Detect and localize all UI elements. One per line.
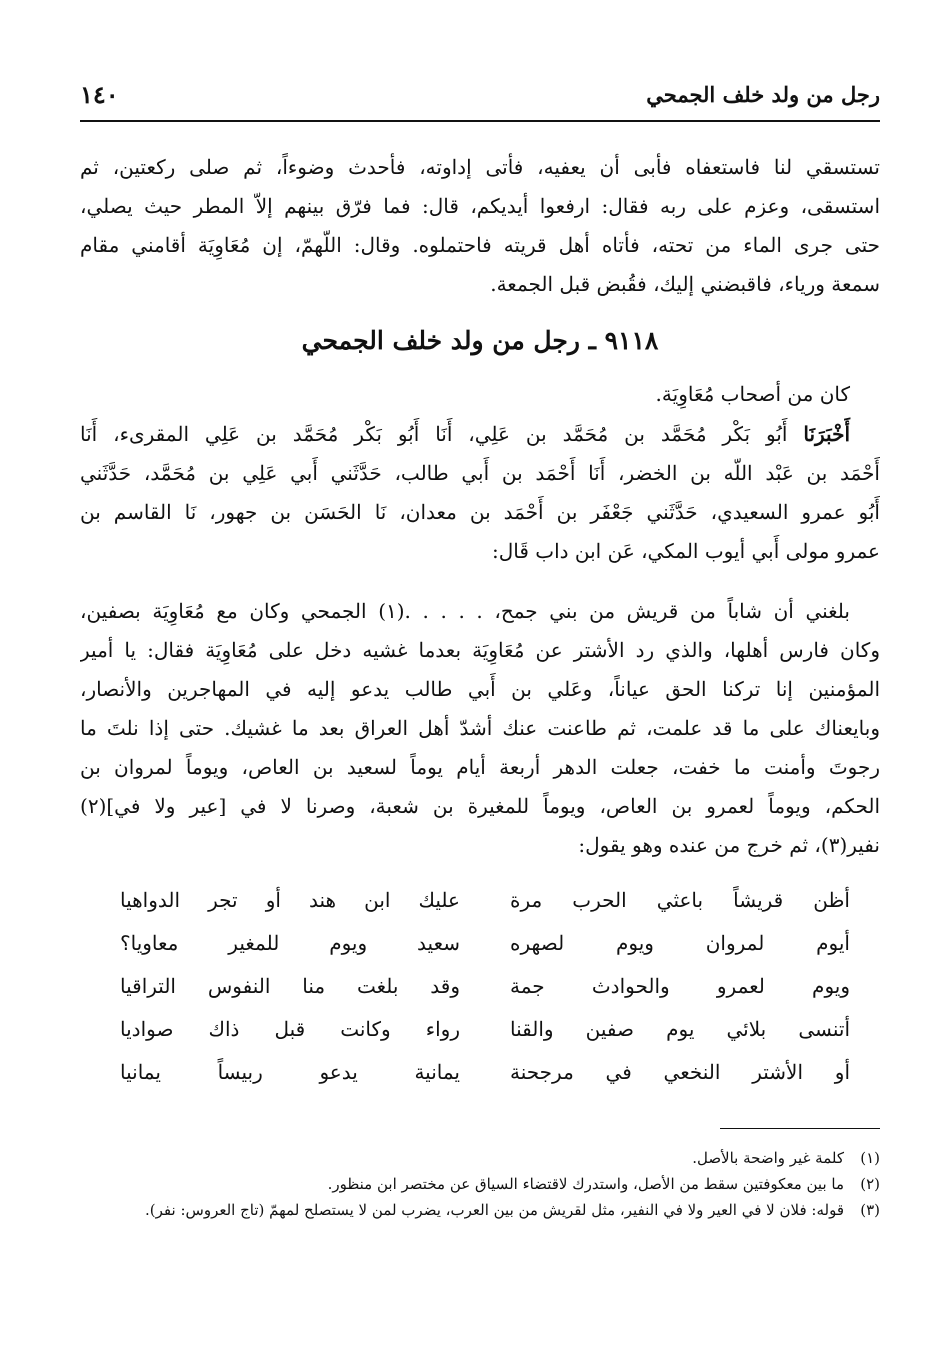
- verse-second-hemistich: وقد بلغت منا النفوس التراقيا: [120, 974, 460, 998]
- text-line: تستسقي لنا فاستعفاه فأبى أن يعفيه، فأتى إداوته، فأحدث وضوءاً، ثم صلى ركعتين، ثم: [80, 155, 880, 179]
- text-line: حتى جرى الماء من تحته، فأتاه أهل قريته فاحتملوه. وقال: اللّهمّ، إن مُعَاوِيَة أقامني مقام: [80, 233, 880, 257]
- isnad-line-text: أَبُو بَكْر مُحَمَّد بن مُحَمَّد بن عَلِي، أَنَا أَبُو بَكْر مُحَمَّد بن عَلِي المقرىء، أَنَا: [80, 422, 788, 446]
- text-line: نفير(٣)، ثم خرج من عنده وهو يقول:: [578, 833, 880, 857]
- poem: [120, 888, 850, 1103]
- entry-kana: [80, 375, 880, 414]
- verse-first-hemistich: ويوم لعمرو والحوادث جمة: [510, 974, 850, 998]
- footnote-divider: [720, 1128, 880, 1129]
- footnote-text: قوله: فلان لا في العير ولا في النفير، مثل لقريش من بين العرب، يضرب لمن لا يستصلح لمهمّ (تاج العروس: نفر).: [145, 1201, 844, 1219]
- entry-title: ٩١١٨ ـ رجل من ولد خلف الجمحي: [301, 326, 659, 355]
- narration-paragraph: [80, 592, 880, 865]
- isnad-paragraph: [80, 415, 880, 571]
- text-line: المؤمنين إنا تركنا الحق عياناً، وعَلي بن أَبي طالب يدعو إليه في المهاجرين والأنصار،: [80, 677, 880, 701]
- footnotes: [80, 1145, 880, 1223]
- text-line: عمرو مولى أَبي أيوب المكي، عَن ابن داب قَال:: [491, 539, 880, 563]
- verse-first-hemistich: أظن قريشاً باعثي الحرب مرة: [510, 888, 850, 912]
- page-header: [80, 70, 880, 120]
- text-line: وبايعناك على ما قد علمت، ثم طاعنت عنك أشدّ أهل العراق بعد ما غشيك. حتى إذا نلتَ ما: [80, 716, 880, 740]
- footnote: [80, 1145, 880, 1171]
- verse-first-hemistich: أيوم لمروان ويوم لصهره: [510, 931, 850, 955]
- text-line: الحكم، ويوماً لعمرو بن العاص، ويوماً للمغيرة بن شعبة، وصرنا لا في [عير ولا في](٢): [80, 794, 880, 818]
- paragraph-continuation: [80, 148, 880, 304]
- footnote-text: ما بين معكوفتين سقط من الأصل، واستدرك لاقتضاء السياق عن مختصر ابن منظور.: [327, 1175, 844, 1193]
- text-line: رجوتَ وأمنت ما خفت، جعلت الدهر أربعة أيام يوماً لسعيد بن العاص، ويوماً لمروان بن: [80, 755, 880, 779]
- poem-verse: [120, 888, 850, 931]
- verse-second-hemistich: عليك ابن هند أو تجر الدواهيا: [120, 888, 460, 912]
- running-title: رجل من ولد خلف الجمحي: [646, 82, 880, 107]
- poem-verse: [120, 1017, 850, 1060]
- verse-second-hemistich: رواء وكانت قبل ذاك صواديا: [120, 1017, 460, 1041]
- text-line: كان من أصحاب مُعَاوِيَة.: [655, 382, 850, 406]
- poem-verse: [120, 1060, 850, 1103]
- footnote-number: (٣): [860, 1201, 880, 1219]
- poem-verse: [120, 931, 850, 974]
- text-line: [80, 415, 880, 454]
- page-number: ١٤٠: [80, 80, 119, 109]
- header-divider: [80, 120, 880, 122]
- verse-second-hemistich: سعيد ويوم للمغير معاويا؟: [120, 931, 460, 955]
- text-line: سمعة ورياء، فاقبضني إليك، فقُبض قبل الجمعة.: [490, 272, 880, 296]
- verse-first-hemistich: أو الأشتر النخعي في مرجحنة: [510, 1060, 850, 1084]
- footnote-text: كلمة غير واضحة بالأصل.: [692, 1149, 844, 1167]
- verse-first-hemistich: أتنسى بلائي يوم صفين والقنا: [510, 1017, 850, 1041]
- footnote: [80, 1171, 880, 1197]
- verse-second-hemistich: يمانية يدعو ربيساً يمانيا: [120, 1060, 460, 1084]
- text-line: أَحْمَد بن عَبْد اللّه بن الخضر، أَنَا أَحْمَد بن أَبي طالب، حَدَّثَني أَبي عَلِي بن مُحَمَّد، حَدَّثَني: [80, 461, 880, 485]
- footnote: [80, 1197, 880, 1223]
- footnote-number: (٢): [860, 1175, 880, 1193]
- isnad-lead: أَخْبَرَنَا: [803, 422, 850, 446]
- text-line: وكان فارس أهلها، والذي رد الأشتر عن مُعَاوِيَة بعدما غشيه دخل على مُعَاوِيَة فقال: يا أمير: [80, 638, 880, 662]
- text-line: بلغني أن شاباً من قريش من بني جمح، . . . . .(١) الجمحي وكان مع مُعَاوِيَة بصفين،: [80, 599, 850, 623]
- footnote-number: (١): [860, 1149, 880, 1167]
- text-line: أَبُو عمرو السعيدي، حَدَّثَني جَعْفَر بن أَحْمَد بن معدان، نَا الحَسَن بن جهور، نَا القاسم بن: [80, 500, 880, 524]
- poem-verse: [120, 974, 850, 1017]
- text-line: استسقى، وعزم على ربه فقال: ارفعوا أيديكم، قال: فما فرّق بينهم إلاّ المطر حيث يصلي،: [80, 194, 880, 218]
